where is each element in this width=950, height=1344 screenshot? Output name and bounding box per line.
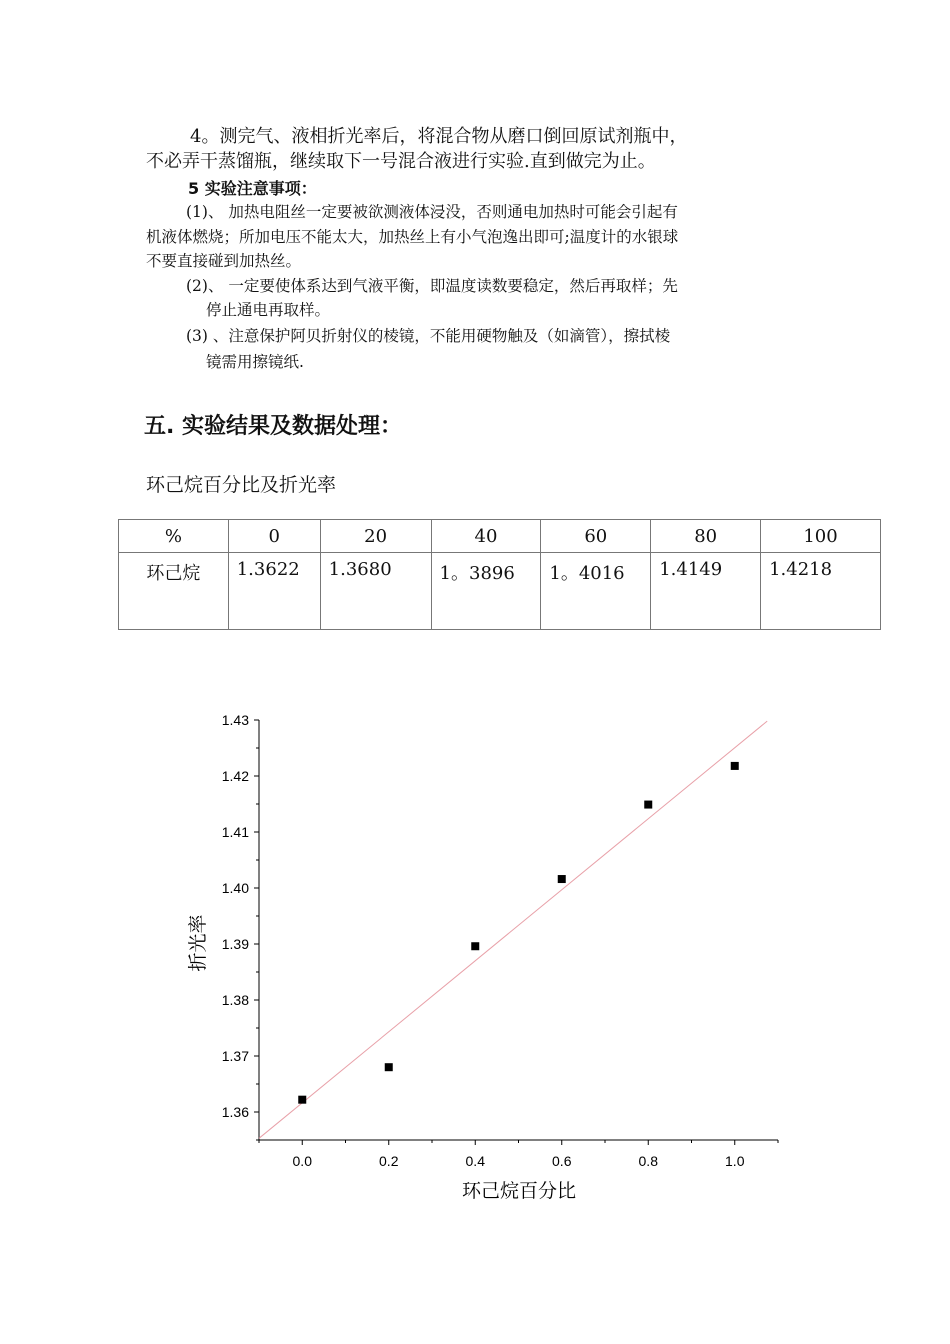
- notes-title: 5 实验注意事项：: [188, 179, 317, 198]
- x-tick-label: 0.6: [552, 1153, 572, 1169]
- data-table: [118, 519, 881, 630]
- x-tick-label: 0.4: [465, 1153, 485, 1169]
- x-tick-label: 1.0: [725, 1153, 745, 1169]
- table-row-label: 环己烷: [119, 553, 229, 630]
- x-tick-label: 0.8: [638, 1153, 658, 1169]
- table-header-cell: 20: [320, 520, 431, 553]
- note2-line2: 停止通电再取样。: [206, 301, 331, 319]
- step4-line1: 4。测完气、液相折光率后，将混合物从磨口倒回原试剂瓶中，: [190, 126, 688, 147]
- data-point: [471, 942, 479, 950]
- step4-line2: 不必弄干蒸馏瓶，继续取下一号混合液进行实验.直到做完为止。: [146, 151, 656, 172]
- table-cell: 1.4218: [761, 553, 881, 630]
- y-tick-label: 1.41: [221, 824, 249, 840]
- data-point: [731, 762, 739, 770]
- data-point: [385, 1063, 393, 1071]
- y-tick-label: 1.38: [221, 992, 249, 1008]
- table-cell: 1.3680: [320, 553, 431, 630]
- table-cell: 1。4016: [541, 553, 651, 630]
- data-point: [298, 1096, 306, 1104]
- note1-line1: (1)、 加热电阻丝一定要被欲测液体浸没，否则通电加热时可能会引起有: [186, 203, 678, 221]
- y-axis-label: 折光率: [187, 914, 209, 972]
- table-row: [119, 553, 881, 630]
- table-header-cell: 40: [431, 520, 541, 553]
- table-cell: 1。3896: [431, 553, 541, 630]
- y-tick-label: 1.36: [221, 1104, 249, 1120]
- x-tick-label: 0.0: [292, 1153, 312, 1169]
- y-tick-label: 1.40: [221, 880, 249, 896]
- table-header-cell: 80: [651, 520, 761, 553]
- data-point: [644, 801, 652, 809]
- fit-line: [259, 721, 767, 1138]
- table-caption: 环己烷百分比及折光率: [146, 474, 337, 496]
- refraction-chart: [0, 680, 950, 1240]
- table-cell: 1.4149: [651, 553, 761, 630]
- x-tick-label: 0.2: [379, 1153, 399, 1169]
- note2-line1: (2)、 一定要使体系达到气液平衡，即温度读数要稳定，然后再取样；先: [186, 277, 678, 295]
- table-header-cell: 100: [761, 520, 881, 553]
- y-tick-label: 1.42: [221, 768, 249, 784]
- y-tick-label: 1.39: [221, 936, 249, 952]
- note3-line1: (3) 、注意保护阿贝折射仪的棱镜，不能用硬物触及（如滴管），擦拭棱: [186, 327, 671, 345]
- y-tick-label: 1.43: [221, 712, 249, 728]
- table-cell: 1.3622: [228, 553, 320, 630]
- data-point: [558, 875, 566, 883]
- x-axis-label: 环己烷百分比: [461, 1180, 577, 1202]
- note3-line2: 镜需用擦镜纸.: [206, 353, 304, 371]
- table-header-cell: %: [119, 520, 229, 553]
- note1-line2: 机液体燃烧；所加电压不能太大，加热丝上有小气泡逸出即可;温度计的水银球: [146, 228, 679, 246]
- table-header-cell: 60: [541, 520, 651, 553]
- y-tick-label: 1.37: [221, 1048, 249, 1064]
- table-header-cell: 0: [228, 520, 320, 553]
- note1-line3: 不要直接碰到加热丝。: [146, 252, 302, 270]
- section-title: 五. 实验结果及数据处理：: [144, 414, 403, 439]
- table-header-row: [119, 520, 881, 553]
